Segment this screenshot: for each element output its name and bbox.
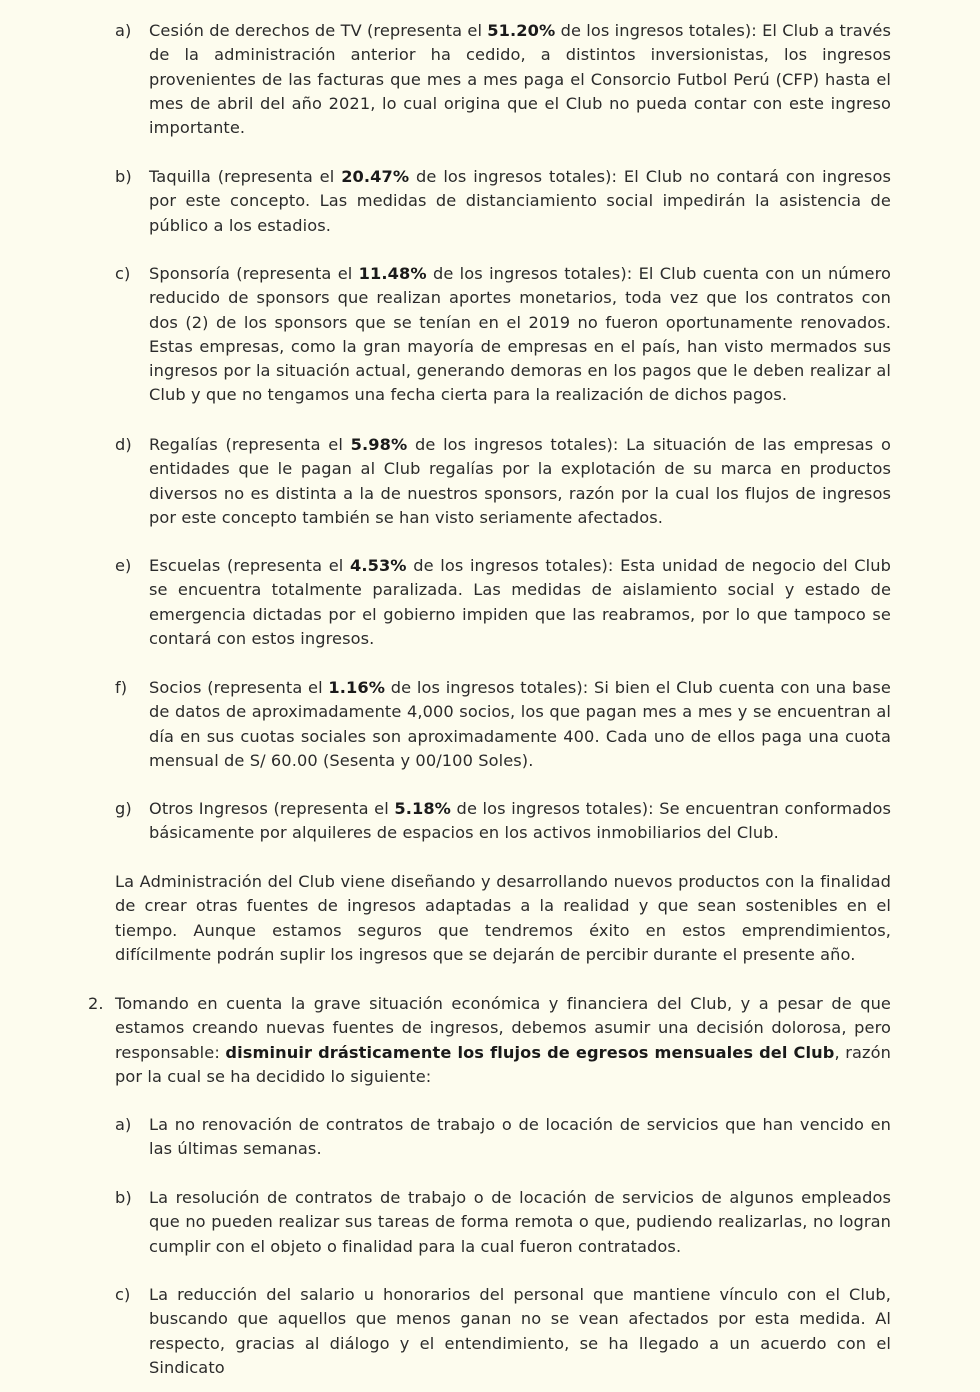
list-number: 2. (88, 994, 104, 1013)
item-text: Regalías (representa el 5.98% de los ingresos totales): La situación de las empresas o entidades que le pagan al Club regalías por la explotación de su marca en productos diversos no es distinta a la de nuestros sponsors, razón por la cual los flujos de ingresos por este concepto también se han visto seriamente afectados. (149, 435, 891, 527)
percentage-value: 5.18% (394, 799, 452, 818)
income-item-tv-rights (115, 19, 891, 140)
item-text: La no renovación de contratos de trabajo o de locación de servicios que han vencido en las últimas semanas. (149, 1115, 891, 1159)
percentage-value: 11.48% (358, 264, 427, 283)
list-marker: e) (115, 556, 132, 575)
measure-item-salary-reduction (115, 1283, 891, 1380)
item-text: Sponsoría (representa el 11.48% de los ingresos totales): El Club cuenta con un número reducido de sponsors que realizan aportes monetarios, toda vez que los contratos con dos (2) de los sponsors que se tenían en el 2019 no fueron oportunamente renovados. Estas empresas, como la gran mayoría de empresas en el país, han visto mermados sus ingresos por la situación actual, generando demoras en los pagos que le deben realizar al Club y que no tengamos una fecha cierta para la realización de dichos pagos. (149, 264, 891, 405)
item-text: Escuelas (representa el 4.53% de los ingresos totales): Esta unidad de negocio del Club se encuentra totalmente paralizada. Las medidas de aislamiento social y estado de emergencia dictadas por el gobierno impiden que las reabramos, por lo que tampoco se contará con estos ingresos. (149, 556, 891, 648)
list-marker: g) (115, 799, 132, 818)
income-item-box-office (115, 165, 891, 238)
list-marker: c) (115, 1285, 131, 1304)
percentage-value: 5.98% (350, 435, 408, 454)
income-item-schools (115, 554, 891, 651)
item-text: Socios (representa el 1.16% de los ingresos totales): Si bien el Club cuenta con una base de datos de aproximadamente 4,000 socios, los que pagan mes a mes y se encuentran al día en sus cuotas sociales son aproximadamente 400. Cada uno de ellos paga una cuota mensual de S/ 60.00 (Sesenta y 00/100 Soles). (149, 678, 891, 770)
percentage-value: 1.16% (328, 678, 386, 697)
measure-item-no-renewal (115, 1113, 891, 1162)
item-text: La resolución de contratos de trabajo o de locación de servicios de algunos empleados que no pueden realizar sus tareas de forma remota o que, pudiendo realizarlas, no logran cumplir con el objeto o finalidad para la cual fueron contratados. (149, 1188, 891, 1256)
list-marker: b) (115, 1188, 132, 1207)
list-marker: b) (115, 167, 132, 186)
numbered-point-2 (88, 992, 891, 1089)
emphasized-decision: disminuir drásticamente los flujos de egresos mensuales del Club (225, 1042, 835, 1062)
percentage-value: 20.47% (341, 167, 410, 186)
list-marker: a) (115, 21, 132, 40)
income-item-sponsorship (115, 262, 891, 408)
income-item-other (115, 797, 891, 846)
item-text: Cesión de derechos de TV (representa el 51.20% de los ingresos totales): El Club a través de la administración anterior ha cedido, a distintos inversionistas, los ingresos provenientes de las facturas que mes a mes paga el Consorcio Futbol Perú (CFP) hasta el mes de abril del año 2021, lo cual origina que el Club no pueda contar con este ingreso importante. (149, 21, 891, 138)
administration-paragraph: La Administración del Club viene diseñando y desarrollando nuevos productos con la finalidad de crear otras fuentes de ingresos adaptadas a la realidad y que sean sostenibles en el tiempo. Aunque estamos seguros que tendremos éxito en estos emprendimientos, difícilmente podrán suplir los ingresos que se dejarán de percibir durante el presente año. (115, 872, 891, 964)
list-marker: a) (115, 1115, 132, 1134)
list-marker: f) (115, 678, 128, 697)
percentage-value: 51.20% (487, 21, 556, 40)
point-text: Tomando en cuenta la grave situación económica y financiera del Club, y a pesar de que estamos creando nuevas fuentes de ingresos, debemos asumir una decisión dolorosa, pero responsable: disminuir drásticamente los flujos de egresos mensuales del Club, razón por la cual se ha decidido lo siguiente: (115, 994, 891, 1086)
percentage-value: 4.53% (349, 556, 407, 575)
list-marker: c) (115, 264, 131, 283)
item-text: La reducción del salario u honorarios del personal que mantiene vínculo con el Club, buscando que aquellos que menos ganan no se vean afectados por esta medida. Al respecto, gracias al diálogo y el entendimiento, se ha llegado a un acuerdo con el Sindicato (149, 1285, 891, 1377)
measure-item-contract-resolution (115, 1186, 891, 1259)
income-item-royalties (115, 433, 891, 530)
list-marker: d) (115, 435, 132, 454)
item-text: Otros Ingresos (representa el 5.18% de los ingresos totales): Se encuentran conformados básicamente por alquileres de espacios en los activos inmobiliarios del Club. (149, 799, 891, 843)
income-item-members (115, 676, 891, 773)
item-text: Taquilla (representa el 20.47% de los ingresos totales): El Club no contará con ingresos por este concepto. Las medidas de distanciamiento social impedirán la asistencia de público a los estadios. (149, 167, 891, 235)
